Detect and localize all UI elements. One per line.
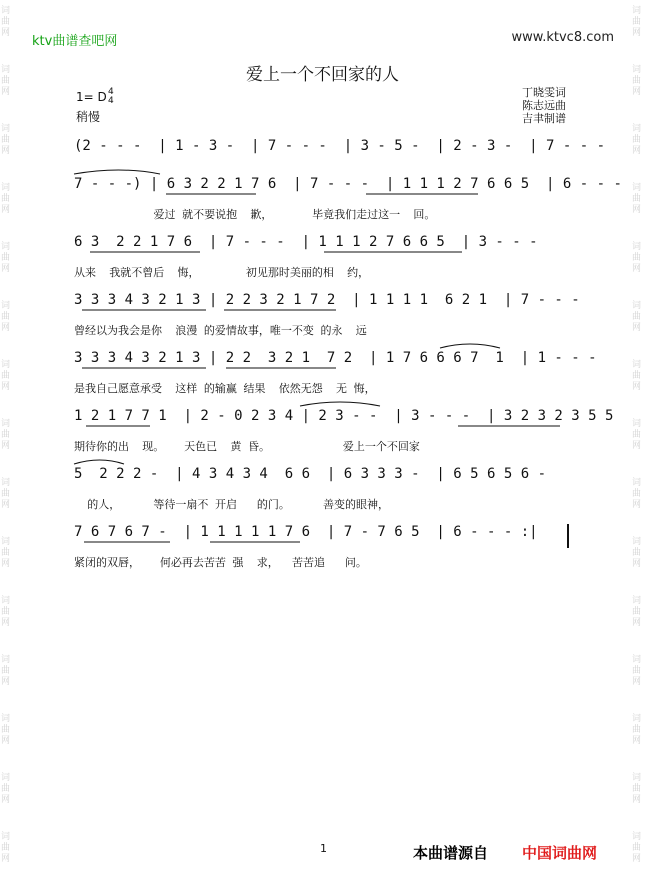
side-watermark-glyph: 曲 — [1, 548, 11, 558]
side-watermark-glyph: 网 — [1, 382, 11, 392]
side-watermark-glyph: 曲 — [1, 135, 11, 145]
side-watermark-glyph: 词 — [1, 65, 11, 75]
notation-line: 5 2 2 2 - | 4 3 4 3 4 6 6 | 6 3 3 3 - | 6 5 6 5 6 - — [74, 466, 547, 482]
side-watermark-glyph: 网 — [1, 441, 11, 451]
side-watermark-glyph: 曲 — [632, 253, 642, 263]
side-watermark-glyph: 曲 — [1, 843, 11, 853]
side-watermark-glyph: 曲 — [1, 489, 11, 499]
side-watermark-glyph: 词 — [632, 65, 642, 75]
header-left-site[interactable]: ktv曲谱查吧网 — [32, 34, 118, 49]
side-watermark-glyph: 网 — [1, 559, 11, 569]
side-watermark-glyph: 词 — [632, 242, 642, 252]
key-signature: 1= D — [76, 90, 107, 104]
side-watermark-glyph: 曲 — [632, 607, 642, 617]
side-watermark-glyph: 网 — [632, 87, 642, 97]
side-watermark-glyph: 网 — [632, 795, 642, 805]
side-watermark-glyph: 网 — [632, 618, 642, 628]
tie-arc — [74, 170, 160, 174]
side-watermark-glyph: 词 — [632, 478, 642, 488]
side-watermark-glyph: 词 — [632, 832, 642, 842]
side-watermark-glyph: 网 — [632, 205, 642, 215]
time-signature-top: 4 — [108, 87, 114, 97]
notation-line: 3 3 3 4 3 2 1 3 | 2 2 3 2 1 7 2 | 1 7 6 6 6 7 1 | 1 - - - — [74, 350, 597, 366]
notation-line: 6 3 2 2 1 7 6 | 7 - - - | 1 1 1 2 7 6 6 5 | 3 - - - — [74, 234, 538, 250]
side-watermark-glyph: 词 — [1, 124, 11, 134]
side-watermark-glyph: 曲 — [632, 17, 642, 27]
side-watermark-glyph: 词 — [1, 596, 11, 606]
side-watermark-glyph: 词 — [1, 183, 11, 193]
lyrics-line: 曾经以为我会是你 浪漫 的爱情故事，唯一不变 的永 远 — [74, 324, 367, 337]
source-label: 本曲谱源自 — [413, 844, 489, 862]
side-watermark-glyph: 曲 — [632, 194, 642, 204]
side-watermark-glyph: 词 — [632, 301, 642, 311]
side-watermark-glyph: 词 — [632, 419, 642, 429]
side-watermark-glyph: 词 — [1, 478, 11, 488]
header-right-site[interactable]: www.ktvc8.com — [511, 30, 614, 45]
side-watermark-glyph: 曲 — [1, 253, 11, 263]
page-number: 1 — [320, 842, 327, 855]
side-watermark-glyph: 网 — [632, 677, 642, 687]
side-watermark-glyph: 曲 — [1, 17, 11, 27]
side-watermark-glyph: 曲 — [1, 666, 11, 676]
side-watermark-glyph: 词 — [1, 714, 11, 724]
lyrics-line: 从来 我就不曾后 悔， 初见那时美丽的相 约， — [74, 266, 370, 279]
side-watermark-glyph: 词 — [632, 6, 642, 16]
side-watermark-glyph: 词 — [1, 6, 11, 16]
side-watermark-glyph: 网 — [1, 854, 11, 864]
side-watermark-glyph: 网 — [1, 618, 11, 628]
tie-arc — [440, 344, 500, 348]
side-watermark-glyph: 曲 — [1, 430, 11, 440]
side-watermark-glyph: 词 — [632, 183, 642, 193]
side-watermark-glyph: 网 — [632, 323, 642, 333]
side-watermark-glyph: 曲 — [1, 194, 11, 204]
side-watermark-glyph: 曲 — [632, 489, 642, 499]
notation-line: (2 - - - | 1 - 3 - | 7 - - - | 3 - 5 - | 2 - 3 - | 7 - - - — [74, 138, 606, 154]
side-watermark-glyph: 曲 — [632, 430, 642, 440]
side-watermark-glyph: 网 — [1, 87, 11, 97]
side-watermark-glyph: 词 — [1, 773, 11, 783]
side-watermark-glyph: 网 — [632, 146, 642, 156]
side-watermark-glyph: 曲 — [1, 371, 11, 381]
lyrics-line: 期待你的出 现。 天色已 黄 昏。 爱上一个不回家 — [74, 440, 420, 453]
side-watermark-glyph: 曲 — [632, 135, 642, 145]
side-watermark-glyph: 词 — [1, 832, 11, 842]
side-watermark-glyph: 曲 — [632, 76, 642, 86]
notation-line: 7 - - -) | 6 3 2 2 1 7 6 | 7 - - - | 1 1 1 2 7 6 6 5 | 6 - - - — [74, 176, 622, 192]
side-watermark-glyph: 曲 — [1, 725, 11, 735]
side-watermark-glyph: 曲 — [1, 784, 11, 794]
side-watermark-glyph: 网 — [1, 500, 11, 510]
side-watermark-glyph: 词 — [632, 124, 642, 134]
side-watermark-glyph: 曲 — [1, 312, 11, 322]
side-watermark-glyph: 网 — [1, 323, 11, 333]
composer-credit: 陈志远曲 — [522, 99, 566, 112]
side-watermark-glyph: 曲 — [632, 725, 642, 735]
side-watermark-glyph: 网 — [632, 28, 642, 38]
side-watermark-glyph: 网 — [632, 264, 642, 274]
side-watermark-glyph: 网 — [1, 264, 11, 274]
side-watermark-glyph: 词 — [632, 360, 642, 370]
side-watermark-glyph: 网 — [632, 736, 642, 746]
side-watermark-glyph: 网 — [1, 28, 11, 38]
notation-line: 7 6 7 6 7 - | 1 1 1 1 1 7 6 | 7 - 7 6 5 | 6 - - - :| — [74, 524, 538, 540]
side-watermark-glyph: 网 — [632, 500, 642, 510]
time-signature-bottom: 4 — [108, 96, 114, 106]
side-watermark-glyph: 曲 — [632, 784, 642, 794]
song-title: 爱上一个不回家的人 — [246, 65, 399, 85]
lyricist-credit: 丁晓雯词 — [522, 86, 566, 99]
notation-line: 1 2 1 7 7 1 | 2 - 0 2 3 4 | 2 3 - - | 3 - - - | 3 2 3 2 3 5 5 — [74, 408, 614, 424]
side-watermark-glyph: 网 — [1, 795, 11, 805]
side-watermark-glyph: 曲 — [1, 607, 11, 617]
side-watermark-glyph: 词 — [1, 301, 11, 311]
side-watermark-glyph: 网 — [1, 146, 11, 156]
side-watermark-glyph: 曲 — [632, 843, 642, 853]
tie-arc — [74, 460, 124, 464]
side-watermark-glyph: 曲 — [632, 548, 642, 558]
side-watermark-glyph: 词 — [1, 419, 11, 429]
side-watermark-glyph: 网 — [1, 677, 11, 687]
tie-arc — [300, 402, 380, 406]
side-watermark-glyph: 曲 — [1, 76, 11, 86]
tempo-marking: 稍慢 — [76, 110, 101, 124]
side-watermark-glyph: 词 — [632, 655, 642, 665]
notation-line: 3 3 3 4 3 2 1 3 | 2 2 3 2 1 7 2 | 1 1 1 1 6 2 1 | 7 - - - — [74, 292, 580, 308]
transcriber-credit: 吉聿制谱 — [522, 112, 566, 125]
side-watermark-glyph: 网 — [632, 382, 642, 392]
side-watermark-glyph: 网 — [632, 854, 642, 864]
lyrics-line: 是我自己愿意承受 这样 的输赢 结果 依然无怨 无 悔， — [74, 382, 376, 395]
side-watermark-glyph: 词 — [632, 773, 642, 783]
side-watermark-glyph: 网 — [1, 736, 11, 746]
lyrics-line: 爱过 就不要说抱 歉， 毕竟我们走过这一 回。 — [74, 208, 436, 221]
side-watermark-glyph: 词 — [1, 360, 11, 370]
side-watermark-glyph: 词 — [1, 242, 11, 252]
side-watermark-glyph: 曲 — [632, 666, 642, 676]
source-site-link[interactable]: 中国词曲网 — [522, 844, 598, 862]
side-watermark-glyph: 网 — [1, 205, 11, 215]
lyrics-line: 紧闭的双唇， 何必再去苦苦 强 求， 苦苦追 问。 — [74, 556, 367, 569]
side-watermark-glyph: 词 — [632, 596, 642, 606]
side-watermark-glyph: 词 — [632, 537, 642, 547]
side-watermark-glyph: 曲 — [632, 312, 642, 322]
side-watermark-glyph: 词 — [1, 655, 11, 665]
side-watermark-glyph: 网 — [632, 441, 642, 451]
side-watermark-glyph: 词 — [632, 714, 642, 724]
side-watermark-glyph: 词 — [1, 537, 11, 547]
side-watermark-glyph: 曲 — [632, 371, 642, 381]
side-watermark-glyph: 网 — [632, 559, 642, 569]
lyrics-line: 的人， 等待一扇不 开启 的门。 善变的眼神， — [74, 498, 389, 511]
